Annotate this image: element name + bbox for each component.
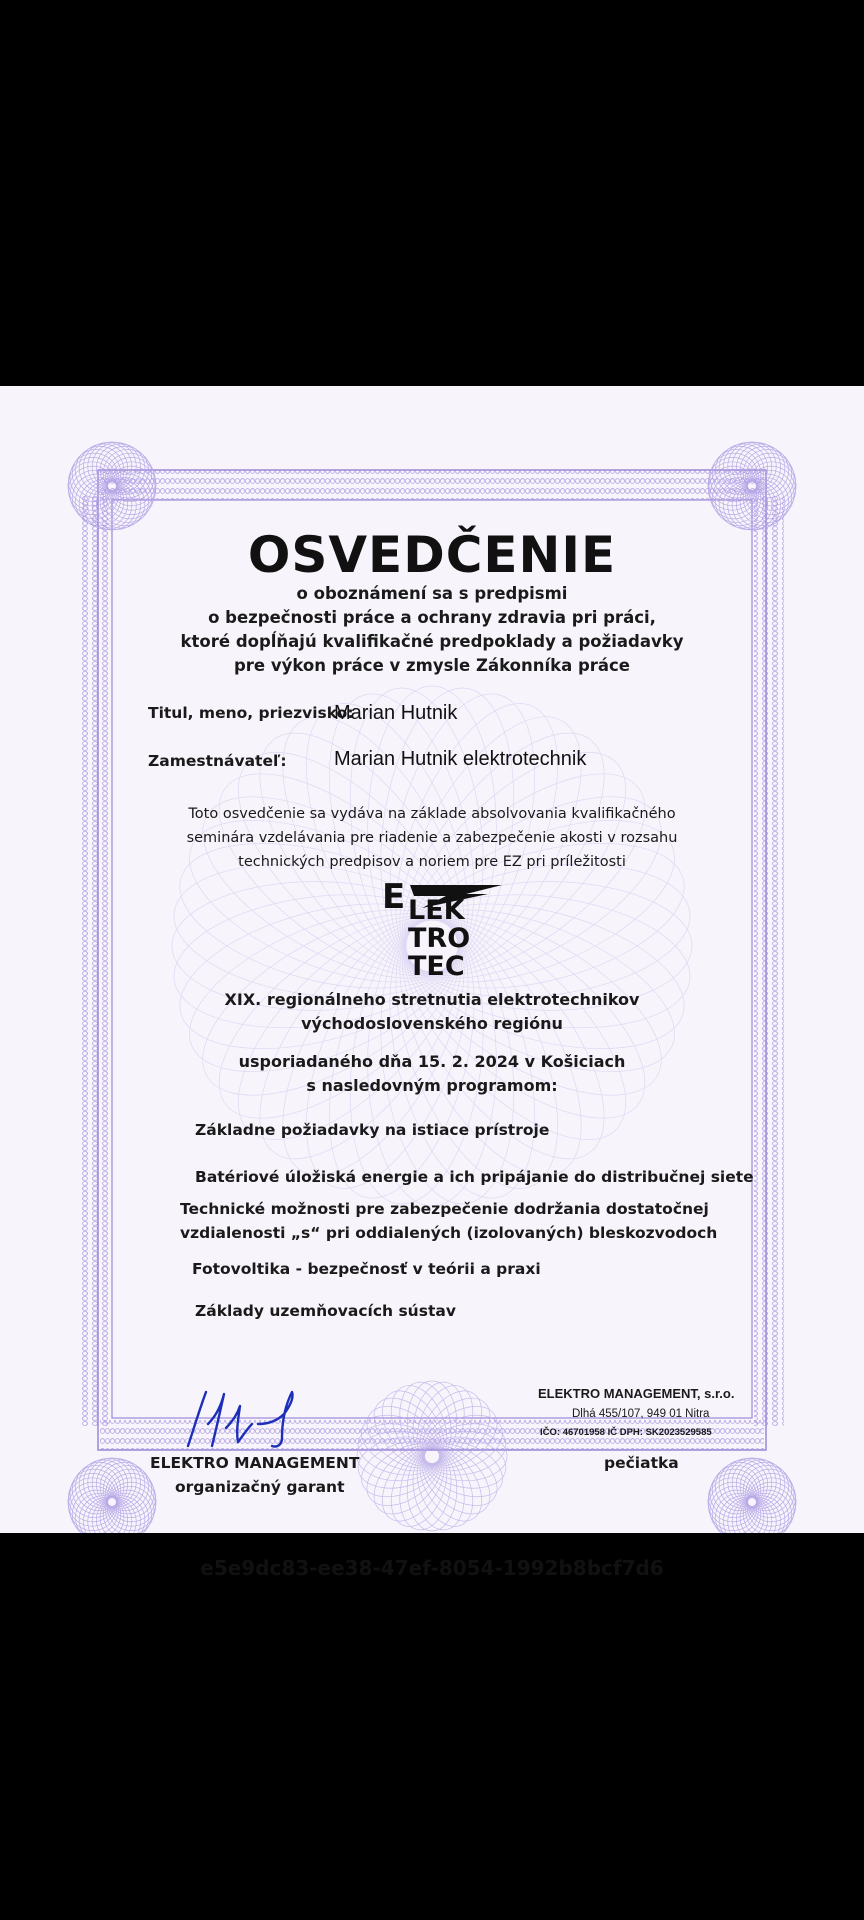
date-line-2: s nasledovným programom: <box>306 1076 558 1095</box>
subtitle-line-2: o bezpečnosti práce a ochrany zdravia pri práci, <box>208 608 656 627</box>
event-line-1: XIX. regionálneho stretnutia elektrotechnikov <box>224 990 640 1009</box>
signature-image <box>178 1384 308 1454</box>
certificate-title: OSVEDČENIE <box>247 526 617 584</box>
logo-letter-e: E <box>382 877 406 917</box>
intro-line-3: technických predpisov a noriem pre EZ pri príležitosti <box>238 854 626 870</box>
subtitle-line-3: ktoré dopĺňajú kvalifikačné predpoklady a požiadavky <box>180 632 684 651</box>
name-value: Marian Hutnik <box>334 702 458 724</box>
subtitle-line-4: pre výkon práce v zmysle Zákonníka práce <box>233 656 631 675</box>
organizer-name: ELEKTRO MANAGEMENT <box>150 1454 360 1472</box>
subtitle-line-1: o oboznámení sa s predpismi <box>296 584 568 603</box>
logo-line-3: TEC <box>408 951 465 982</box>
program-item-4: Fotovoltika - bezpečnosť v teórii a praxi <box>192 1260 541 1278</box>
organizer-role: organizačný garant <box>175 1478 345 1496</box>
employer-label: Zamestnávateľ: <box>148 752 287 770</box>
program-item-3a: Technické možnosti pre zabezpečenie dodržania dostatočnej <box>180 1200 709 1218</box>
document-id: e5e9dc83-ee38-47ef-8054-1992b8bcf7d6 <box>200 1556 664 1580</box>
name-label: Titul, meno, priezvisko: <box>148 704 354 722</box>
program-item-1: Základne požiadavky na istiace prístroje <box>195 1121 550 1139</box>
elektrotec-logo <box>370 877 510 984</box>
stamp-ids: IČO: 46701958 IČ DPH: SK2023529585 <box>540 1427 712 1438</box>
date-line-1: usporiadaného dňa 15. 2. 2024 v Košiciach <box>238 1052 626 1071</box>
stamp-company: ELEKTRO MANAGEMENT, s.r.o. <box>538 1386 735 1401</box>
employer-value: Marian Hutnik elektrotechnik <box>334 748 587 770</box>
program-item-5: Základy uzemňovacích sústav <box>195 1302 456 1320</box>
logo-line-2: TRO <box>408 923 471 954</box>
certificate-document <box>0 386 864 1533</box>
stamp-address: Dlhá 455/107, 949 01 Nitra <box>572 1408 710 1420</box>
intro-line-1: Toto osvedčenie sa vydáva na základe absolvovania kvalifikačného <box>188 806 676 822</box>
intro-line-2: seminára vzdelávania pre riadenie a zabezpečenie akosti v rozsahu <box>186 830 678 846</box>
program-item-3b: vzdialenosti „s“ pri oddialených (izolovaných) bleskozvodoch <box>180 1224 718 1242</box>
event-line-2: východoslovenského regiónu <box>301 1014 563 1033</box>
logo-line-1: LEK <box>408 895 465 926</box>
program-item-2: Batériové úložiská energie a ich pripájanie do distribučnej siete <box>195 1168 754 1186</box>
stamp-label: pečiatka <box>604 1454 679 1472</box>
